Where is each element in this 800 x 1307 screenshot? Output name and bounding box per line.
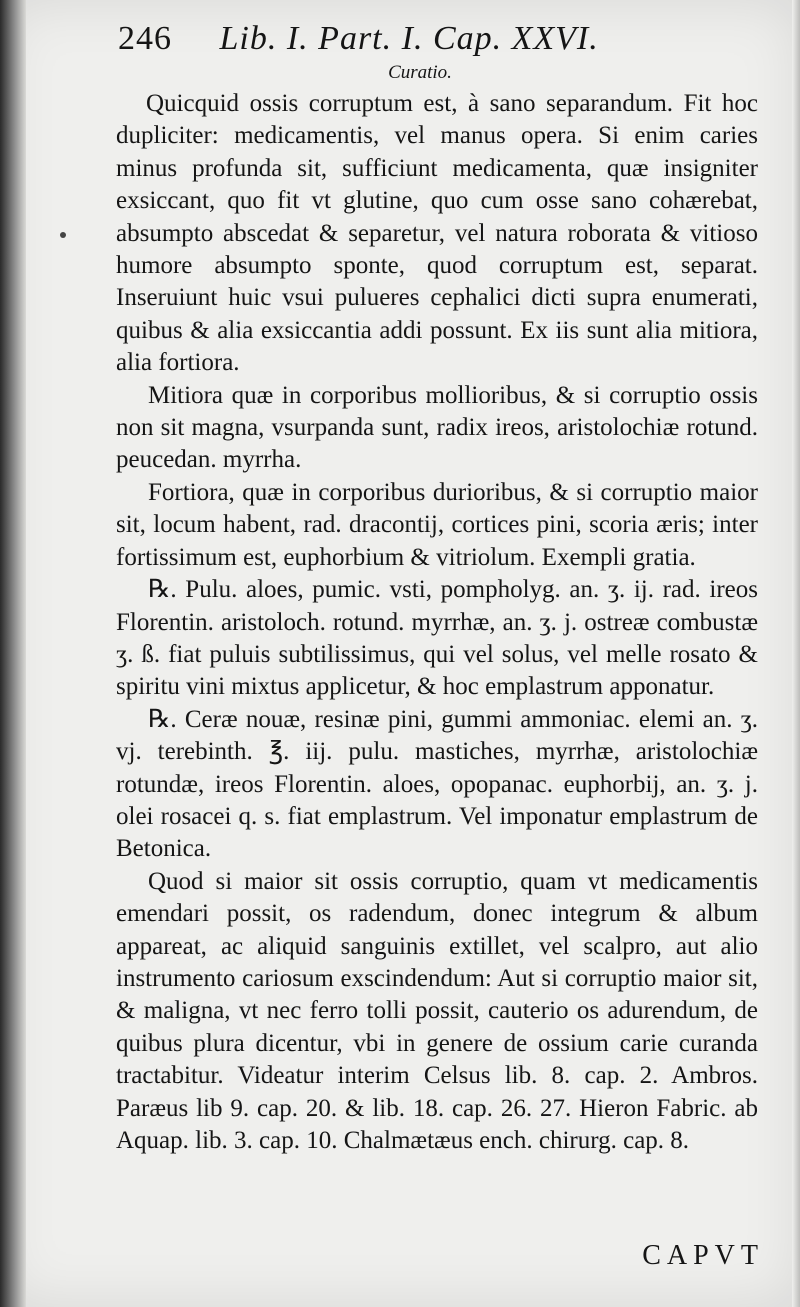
paragraph-fortiora: Fortiora, quæ in corporibus durioribus, & si corruptio maior sit, locum habent, rad. dracontij, cortices pini, scoria æris; inter fortissimum est, euphorbium & vitriolum. Exempli gratia. — [116, 478, 758, 571]
running-title: Lib. I. Part. I. Cap. XXVI. — [219, 20, 599, 57]
running-header — [118, 20, 718, 58]
paragraph-mitiora: Mitiora quæ in corporibus mollioribus, & si corruptio ossis non sit magna, vsurpanda sunt, radix ireos, aristolochiæ rotund. peucedan. myrrha. — [116, 381, 758, 474]
text-body — [116, 88, 758, 1157]
page-number: 246 — [118, 20, 172, 57]
catchword: CAPVT — [642, 1240, 764, 1271]
section-heading: Curatio. — [388, 62, 452, 83]
paragraph-curatio: Quicquid ossis corruptum est, à sano separandum. Fit hoc dupliciter: medicamentis, vel manus opera. Si enim caries minus profunda sit, sufficiunt medicamenta, quæ insigniter exsiccant, quo fit vt glutine, quo cum osse sano cohærebat, absumpto abscedat & separetur, vel natura roborata & vitioso humore absumpto sponte, quod corruptum est, separat. Inseruiunt huic vsui pulueres cephalici dicti supra enumerati, quibus & alia exsiccantia addi possunt. Ex iis sunt alia mitiora, alia fortiora. — [116, 90, 758, 377]
ink-spot — [60, 232, 66, 238]
page-gutter-shadow — [0, 0, 26, 1307]
page-edge — [792, 0, 800, 1307]
recipe-pulvis: ℞. Pulu. aloes, pumic. vsti, pompholyg. an. ʒ. ij. rad. ireos Florentin. aristoloch. rotund. myrrhæ, an. ʒ. j. ostreæ combustæ ʒ. ß. fiat puluis subtilissimus, qui vel solus, vel melle rosato & spiritu vini mixtus applicetur, & hoc emplastrum apponatur. — [116, 576, 758, 701]
paragraph-quod-si: Quod si maior sit ossis corruptio, quam vt medicamentis emendari possit, os radendum, donec integrum & album appareat, ac aliquid sanguinis extillet, vel scalpro, aut alio instrumento cariosum exscindendum: Aut si corruptio maior sit, & maligna, vt nec ferro tolli possit, cauterio os adurendum, de quibus plura dicentur, vbi in genere de ossium carie curanda tractabitur. Videatur interim Celsus lib. 8. cap. 2. Ambros. Paræus lib 9. cap. 20. & lib. 18. cap. 26. 27. Hieron Fabric. ab Aquap. lib. 3. cap. 10. Chalmætæus ench. chirurg. cap. 8. — [116, 867, 758, 1154]
recipe-emplastrum: ℞. Ceræ nouæ, resinæ pini, gummi ammoniac. elemi an. ʒ. vj. terebinth. ℥. iij. pulu. mastiches, myrrhæ, aristolochiæ rotundæ, ireos Florentin. aloes, opopanac. euphorbij, an. ʒ. j. olei rosacei q. s. fiat emplastrum. Vel imponatur emplastrum de Betonica. — [116, 705, 758, 863]
